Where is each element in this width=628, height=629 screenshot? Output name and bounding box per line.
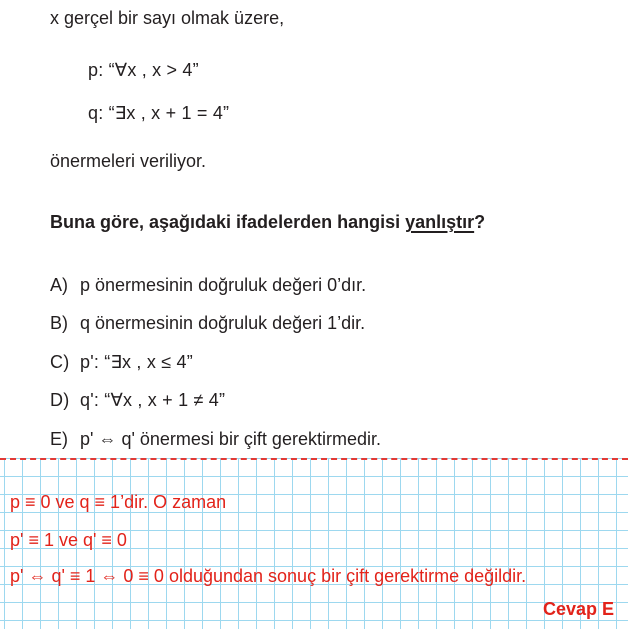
q-statement: q: “∃x , x + 1 = 4”	[88, 103, 230, 123]
prompt-question-mark: ?	[474, 212, 486, 232]
given-text: önermeleri veriliyor.	[50, 151, 207, 171]
option-letter: C)	[50, 352, 70, 372]
option-a	[50, 275, 366, 296]
option-e	[50, 429, 381, 450]
option-letter: E)	[50, 429, 68, 449]
question-prompt	[50, 212, 485, 233]
solution-divider	[0, 458, 628, 460]
solution-line-2: p' ≡ 1 ve q' ≡ 0	[10, 530, 127, 550]
option-text: p önermesinin doğruluk değeri 0’dır.	[80, 275, 367, 295]
option-d	[50, 390, 225, 411]
option-text: p' ⇔ q' önermesi bir çift gerektirmedir.	[80, 429, 381, 449]
option-letter: B)	[50, 313, 68, 333]
option-text: q': “∀x , x + 1 ≠ 4”	[80, 390, 226, 410]
option-text: q önermesinin doğruluk değeri 1’dir.	[80, 313, 366, 333]
prompt-text: Buna göre, aşağıdaki ifadelerden hangisi	[50, 212, 406, 232]
option-b	[50, 313, 365, 334]
option-c	[50, 352, 193, 373]
option-letter: D)	[50, 390, 70, 410]
option-text: p': “∃x , x ≤ 4”	[80, 352, 193, 372]
solution-line-1: p ≡ 0 ve q ≡ 1’dir. O zaman	[10, 492, 227, 512]
solution-line-3: p' ⇔ q' ≡ 1 ⇔ 0 ≡ 0 olduğundan sonuç bir çift gerektirme değildir.	[10, 566, 527, 586]
p-statement: p: “∀x , x > 4”	[88, 60, 199, 80]
question-intro: x gerçel bir sayı olmak üzere,	[50, 8, 285, 28]
prompt-underlined-word: yanlıştır	[405, 212, 475, 232]
answer-label: Cevap E	[542, 599, 614, 619]
option-letter: A)	[50, 275, 68, 295]
